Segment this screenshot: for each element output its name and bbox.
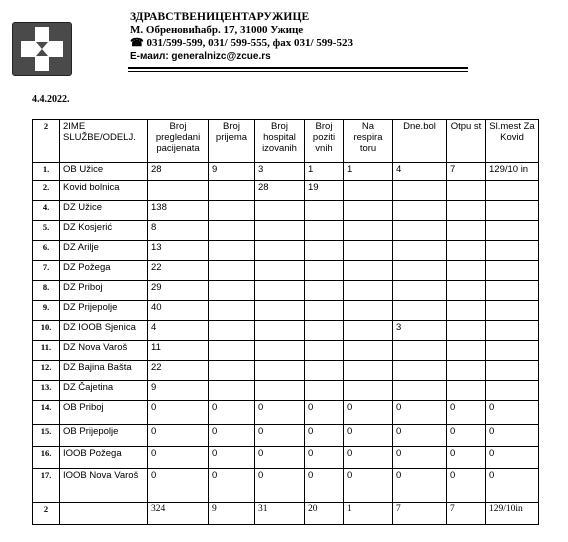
table-cell: 0 bbox=[209, 447, 255, 469]
table-row bbox=[33, 181, 539, 201]
row-number: 5. bbox=[33, 221, 60, 241]
table-cell bbox=[305, 381, 344, 401]
table-row bbox=[33, 261, 539, 281]
table-cell bbox=[305, 301, 344, 321]
table-row bbox=[33, 469, 539, 503]
table-cell: 0 bbox=[486, 425, 539, 447]
table-cell bbox=[255, 301, 305, 321]
table-cell: 22 bbox=[148, 261, 209, 281]
table-row bbox=[33, 361, 539, 381]
table-cell bbox=[393, 221, 447, 241]
table-cell: 31 bbox=[255, 503, 305, 525]
org-address: М. Обреновићабр. 17, 31000 Ужице bbox=[130, 24, 304, 36]
table-cell bbox=[344, 281, 393, 301]
table-cell bbox=[305, 261, 344, 281]
row-name: DZ Prijepolje bbox=[60, 301, 148, 321]
row-name: OB Užice bbox=[60, 163, 148, 181]
table-cell: 0 bbox=[148, 425, 209, 447]
column-header: Broj poziti vnih bbox=[305, 120, 344, 163]
table-cell bbox=[447, 281, 486, 301]
row-number: 4. bbox=[33, 201, 60, 221]
table-cell bbox=[393, 261, 447, 281]
table-cell: 0 bbox=[209, 469, 255, 503]
row-name: DZ Bajina Bašta bbox=[60, 361, 148, 381]
table-cell: 3 bbox=[255, 163, 305, 181]
table-cell bbox=[447, 221, 486, 241]
table-cell bbox=[447, 361, 486, 381]
table-cell bbox=[209, 201, 255, 221]
letterhead bbox=[130, 11, 353, 63]
table-cell bbox=[344, 221, 393, 241]
table-cell bbox=[255, 241, 305, 261]
table-cell bbox=[305, 201, 344, 221]
table-cell bbox=[393, 241, 447, 261]
row-name: IOOB Nova Varoš bbox=[60, 469, 148, 503]
table-cell bbox=[393, 201, 447, 221]
table-cell: 28 bbox=[148, 163, 209, 181]
report-table bbox=[32, 119, 539, 525]
table-cell bbox=[486, 321, 539, 341]
table-cell bbox=[305, 281, 344, 301]
table-cell: 0 bbox=[255, 425, 305, 447]
table-cell bbox=[486, 381, 539, 401]
table-cell: 3 bbox=[393, 321, 447, 341]
table-cell: 9 bbox=[148, 381, 209, 401]
table-cell: 0 bbox=[393, 401, 447, 425]
row-number: 17. bbox=[33, 469, 60, 503]
row-name: DZ Užice bbox=[60, 201, 148, 221]
table-cell bbox=[486, 361, 539, 381]
row-name: DZ Čajetina bbox=[60, 381, 148, 401]
row-number: 7. bbox=[33, 261, 60, 281]
table-cell: 0 bbox=[148, 447, 209, 469]
table-cell bbox=[255, 261, 305, 281]
table-row bbox=[33, 503, 539, 525]
row-number: 14. bbox=[33, 401, 60, 425]
table-cell: 0 bbox=[148, 469, 209, 503]
table-cell bbox=[305, 361, 344, 381]
table-cell bbox=[486, 181, 539, 201]
row-name: OB Prijepolje bbox=[60, 425, 148, 447]
table-cell: 0 bbox=[305, 401, 344, 425]
table-header-row bbox=[33, 120, 539, 163]
table-cell: 0 bbox=[486, 447, 539, 469]
table-cell: 0 bbox=[393, 447, 447, 469]
institution-logo bbox=[12, 22, 72, 76]
table-cell: 0 bbox=[447, 425, 486, 447]
row-number: 9. bbox=[33, 301, 60, 321]
table-cell bbox=[255, 341, 305, 361]
table-cell bbox=[486, 261, 539, 281]
table-cell: 1 bbox=[344, 163, 393, 181]
table-cell: 129/10 in bbox=[486, 163, 539, 181]
table-cell bbox=[447, 201, 486, 221]
table-cell: 0 bbox=[305, 469, 344, 503]
table-cell bbox=[486, 341, 539, 361]
report-date: 4.4.2022. bbox=[32, 94, 70, 105]
table-cell bbox=[209, 241, 255, 261]
table-cell bbox=[447, 181, 486, 201]
column-header: Dne.bol bbox=[393, 120, 447, 163]
table-cell bbox=[344, 261, 393, 281]
table-cell bbox=[305, 341, 344, 361]
table-cell bbox=[486, 301, 539, 321]
table-cell bbox=[255, 361, 305, 381]
table-cell: 7 bbox=[447, 503, 486, 525]
row-number: 2. bbox=[33, 181, 60, 201]
table-cell bbox=[209, 281, 255, 301]
table-cell bbox=[305, 241, 344, 261]
row-name: Kovid bolnica bbox=[60, 181, 148, 201]
table-cell bbox=[209, 221, 255, 241]
row-number: 8. bbox=[33, 281, 60, 301]
table-cell bbox=[447, 321, 486, 341]
column-header: Na respira toru bbox=[344, 120, 393, 163]
table-cell: 0 bbox=[447, 401, 486, 425]
org-email: Е-маил: generalnizc@zcue.rs bbox=[130, 51, 271, 62]
table-cell bbox=[148, 181, 209, 201]
table-cell bbox=[209, 361, 255, 381]
table-cell: 0 bbox=[486, 469, 539, 503]
table-cell bbox=[447, 301, 486, 321]
row-number: 15. bbox=[33, 425, 60, 447]
row-number: 1. bbox=[33, 163, 60, 181]
row-name: DZ Požega bbox=[60, 261, 148, 281]
table-cell: 9 bbox=[209, 503, 255, 525]
table-cell: 0 bbox=[447, 469, 486, 503]
table-row bbox=[33, 381, 539, 401]
table-cell bbox=[393, 341, 447, 361]
table-cell bbox=[447, 241, 486, 261]
table-cell bbox=[255, 201, 305, 221]
table-cell: 28 bbox=[255, 181, 305, 201]
table-cell bbox=[209, 301, 255, 321]
cross-arrows-icon bbox=[13, 23, 71, 75]
header-rule bbox=[128, 67, 468, 69]
table-cell bbox=[255, 381, 305, 401]
column-header: Otpu st bbox=[447, 120, 486, 163]
table-cell: 29 bbox=[148, 281, 209, 301]
table-cell: 4 bbox=[148, 321, 209, 341]
table-cell bbox=[209, 321, 255, 341]
row-number: 2 bbox=[33, 503, 60, 525]
table-cell bbox=[486, 241, 539, 261]
table-cell: 40 bbox=[148, 301, 209, 321]
table-cell: 13 bbox=[148, 241, 209, 261]
table-cell: 0 bbox=[148, 401, 209, 425]
column-header: Broj pregledani pacijenata bbox=[148, 120, 209, 163]
table-cell: 8 bbox=[148, 221, 209, 241]
table-cell: 0 bbox=[344, 447, 393, 469]
table-cell: 11 bbox=[148, 341, 209, 361]
table-cell: 7 bbox=[447, 163, 486, 181]
table-cell bbox=[344, 361, 393, 381]
table-cell: 0 bbox=[305, 447, 344, 469]
table-cell: 1 bbox=[305, 163, 344, 181]
table-row bbox=[33, 221, 539, 241]
table-row bbox=[33, 447, 539, 469]
table-cell: 0 bbox=[393, 425, 447, 447]
table-cell bbox=[305, 321, 344, 341]
row-name bbox=[60, 503, 148, 525]
table-cell bbox=[393, 361, 447, 381]
row-number: 10. bbox=[33, 321, 60, 341]
table-row bbox=[33, 341, 539, 361]
table-cell bbox=[255, 221, 305, 241]
table-cell bbox=[305, 221, 344, 241]
table-row bbox=[33, 321, 539, 341]
row-number: 16. bbox=[33, 447, 60, 469]
table-cell: 324 bbox=[148, 503, 209, 525]
column-header: Broj priјema bbox=[209, 120, 255, 163]
row-name: DZ IOOB Sjenica bbox=[60, 321, 148, 341]
row-name: DZ Kosjerić bbox=[60, 221, 148, 241]
row-name: DZ Nova Varoš bbox=[60, 341, 148, 361]
table-cell bbox=[447, 381, 486, 401]
table-cell bbox=[344, 321, 393, 341]
table-cell bbox=[344, 181, 393, 201]
table-cell bbox=[344, 381, 393, 401]
table-cell bbox=[447, 341, 486, 361]
table-cell: 0 bbox=[305, 425, 344, 447]
table-cell: 0 bbox=[255, 469, 305, 503]
table-cell bbox=[344, 341, 393, 361]
org-phone: ☎ 031/599-599, 031/ 599-555, фах 031/ 599-523 bbox=[130, 37, 353, 49]
table-cell bbox=[209, 381, 255, 401]
row-number: 6. bbox=[33, 241, 60, 261]
row-number: 13. bbox=[33, 381, 60, 401]
table-cell bbox=[393, 301, 447, 321]
table-cell: 0 bbox=[344, 469, 393, 503]
table-cell bbox=[344, 201, 393, 221]
table-row bbox=[33, 301, 539, 321]
table-cell: 0 bbox=[255, 447, 305, 469]
table-cell bbox=[209, 181, 255, 201]
table-cell: 0 bbox=[344, 425, 393, 447]
row-number: 11. bbox=[33, 341, 60, 361]
table-row bbox=[33, 281, 539, 301]
org-name: ЗДРАВСТВЕНИЦЕНТАРУЖИЦЕ bbox=[130, 11, 310, 23]
row-name: OB Priboj bbox=[60, 401, 148, 425]
table-cell: 22 bbox=[148, 361, 209, 381]
table-cell: 129/10in bbox=[486, 503, 539, 525]
row-name: IOOB Požega bbox=[60, 447, 148, 469]
row-number: 12. bbox=[33, 361, 60, 381]
column-header: 2 bbox=[33, 120, 60, 163]
table-row bbox=[33, 401, 539, 425]
table-cell bbox=[255, 281, 305, 301]
table-cell: 7 bbox=[393, 503, 447, 525]
table-cell: 0 bbox=[393, 469, 447, 503]
column-header: Sl.mest Za Kovid bbox=[486, 120, 539, 163]
table-cell: 20 bbox=[305, 503, 344, 525]
table-cell bbox=[393, 181, 447, 201]
table-cell: 9 bbox=[209, 163, 255, 181]
row-name: DZ Arilje bbox=[60, 241, 148, 261]
table-cell: 0 bbox=[255, 401, 305, 425]
column-header: 2IME SLUŽBE/ODELJ. bbox=[60, 120, 148, 163]
table-row bbox=[33, 241, 539, 261]
header-rule-thin bbox=[128, 71, 468, 72]
table-cell: 0 bbox=[486, 401, 539, 425]
table-cell: 0 bbox=[447, 447, 486, 469]
table-cell bbox=[344, 241, 393, 261]
table-cell bbox=[344, 301, 393, 321]
table-cell bbox=[255, 321, 305, 341]
table-cell: 0 bbox=[209, 401, 255, 425]
table-cell: 138 bbox=[148, 201, 209, 221]
table-row bbox=[33, 163, 539, 181]
table-row bbox=[33, 425, 539, 447]
table-cell: 4 bbox=[393, 163, 447, 181]
table-cell bbox=[393, 281, 447, 301]
column-header: Broj hospital izovanih bbox=[255, 120, 305, 163]
table-cell bbox=[486, 201, 539, 221]
table-cell: 0 bbox=[344, 401, 393, 425]
table-cell bbox=[447, 261, 486, 281]
table-cell: 0 bbox=[209, 425, 255, 447]
table-cell bbox=[393, 381, 447, 401]
table-cell: 1 bbox=[344, 503, 393, 525]
table-cell bbox=[209, 341, 255, 361]
table-cell bbox=[486, 281, 539, 301]
table-row bbox=[33, 201, 539, 221]
table-cell bbox=[209, 261, 255, 281]
table-cell: 19 bbox=[305, 181, 344, 201]
table-cell bbox=[486, 221, 539, 241]
row-name: DZ Priboj bbox=[60, 281, 148, 301]
